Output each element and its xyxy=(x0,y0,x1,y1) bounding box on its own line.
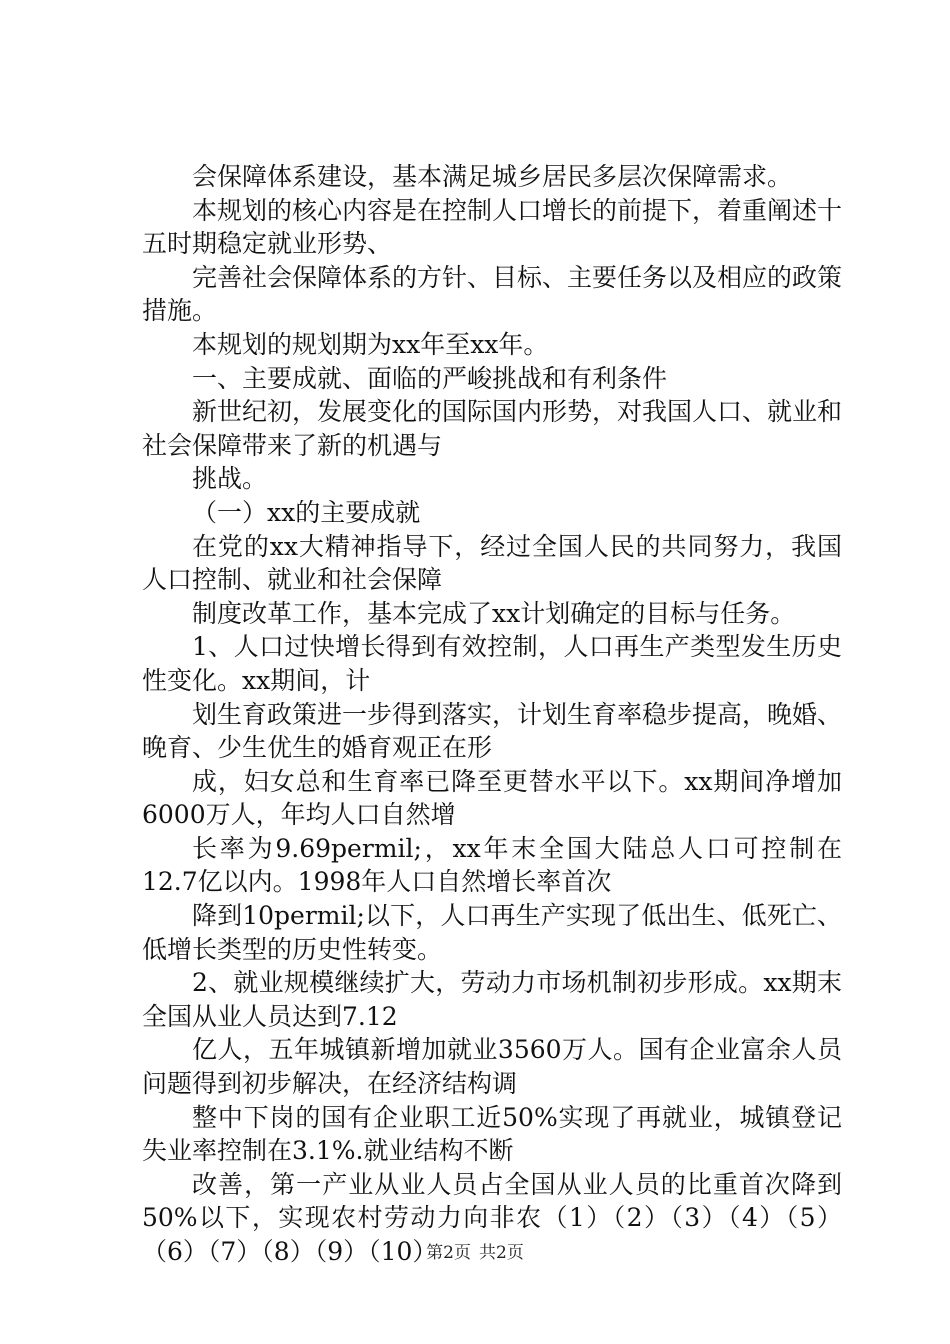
paragraph-12: 长率为9.69permil;，xx年末全国大陆总人口可控制在12.7亿以内。1998年人口自然增长率首次 xyxy=(142,833,842,897)
paragraph-8: 制度改革工作，基本完成了xx计划确定的目标与任务。 xyxy=(192,598,796,628)
paragraph-16: 整中下岗的国有企业职工近50%实现了再就业，城镇登记失业率控制在3.1%.就业结构不断 xyxy=(142,1102,842,1166)
paragraph-10: 划生育政策进一步得到落实，计划生育率稳步提高，晚婚、晚育、少生优生的婚育观正在形 xyxy=(142,699,843,763)
paragraph-15: 亿人，五年城镇新增加就业3560万人。国有企业富余人员问题得到初步解决，在经济结构调 xyxy=(142,1035,842,1099)
document-body xyxy=(142,160,842,1269)
paragraph-11: 成，妇女总和生育率已降至更替水平以下。xx期间净增加6000万人，年均人口自然增 xyxy=(142,766,842,830)
paragraph-1: 会保障体系建设，基本满足城乡居民多层次保障需求。 xyxy=(192,162,793,191)
page-footer xyxy=(0,1243,950,1263)
paragraph-2: 本规划的核心内容是在控制人口增长的前提下，着重阐述十五时期稳定就业形势、 xyxy=(142,195,843,259)
paragraph-17: 改善，第一产业从业人员占全国从业人员的比重首次降到50%以下，实现农村劳动力向非农（1）（2）（3）（4）（5）（6）（7）（8）（9）（10） xyxy=(142,1169,842,1266)
section-heading-1: 一、主要成就、面临的严峻挑战和有利条件 xyxy=(192,363,668,393)
paragraph-13: 降到10permil;以下，人口再生产实现了低出生、低死亡、低增长类型的历史性转变。 xyxy=(142,901,842,964)
page-total: 共2页 xyxy=(479,1243,524,1263)
paragraph-7: 在党的xx大精神指导下，经过全国人民的共同努力，我国人口控制、就业和社会保障 xyxy=(142,531,842,595)
page-number: 第2页 xyxy=(426,1243,471,1263)
paragraph-3: 完善社会保障体系的方针、目标、主要任务以及相应的政策措施。 xyxy=(142,262,843,326)
paragraph-9: 1、人口过快增长得到有效控制，人口再生产类型发生历史性变化。xx期间，计 xyxy=(142,632,842,695)
paragraph-4: 本规划的规划期为xx年至xx年。 xyxy=(192,329,549,359)
subsection-heading-1: （一）xx的主要成就 xyxy=(192,497,421,527)
paragraph-6: 挑战。 xyxy=(192,464,268,494)
paragraph-5: 新世纪初，发展变化的国际国内形势，对我国人口、就业和社会保障带来了新的机遇与 xyxy=(142,397,843,460)
paragraph-14: 2、就业规模继续扩大，劳动力市场机制初步形成。xx期末全国从业人员达到7.12 xyxy=(142,968,842,1031)
